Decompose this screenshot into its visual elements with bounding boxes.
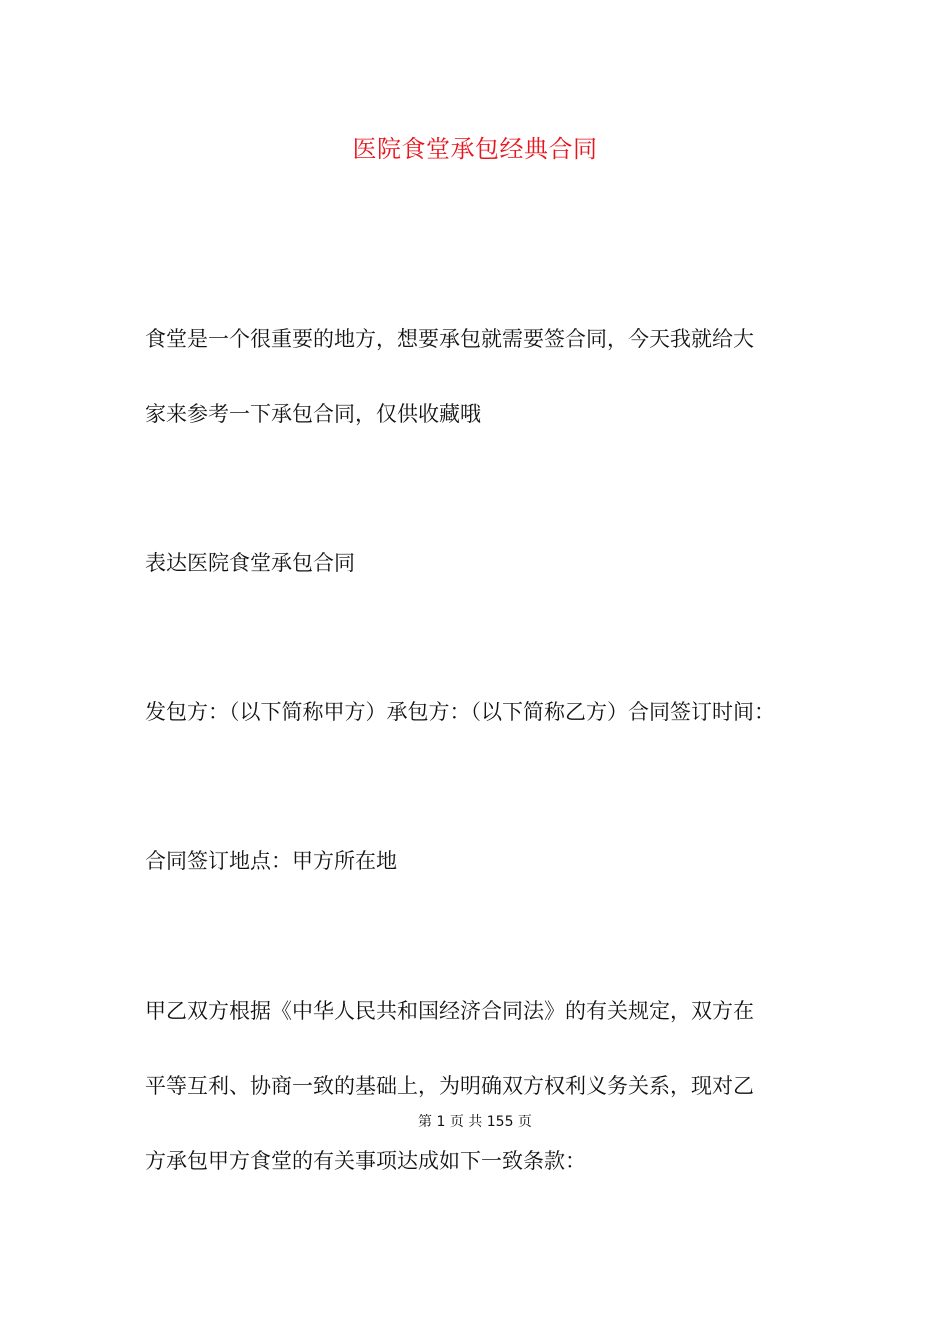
- intro-line-1: 食堂是一个很重要的地方，想要承包就需要签合同，今天我就给大: [145, 327, 754, 351]
- clause-line-2: 平等互利、协商一致的基础上，为明确双方权利义务关系，现对乙: [145, 1074, 754, 1098]
- parties-line: 发包方：（以下简称甲方）承包方：（以下简称乙方）合同签订时间：: [145, 700, 775, 724]
- page-number: 第 1 页 共 155 页: [418, 1114, 532, 1130]
- clause-line-1: 甲乙双方根据《中华人民共和国经济合同法》的有关规定，双方在: [145, 999, 754, 1023]
- document-title: 医院食堂承包经典合同: [352, 135, 598, 163]
- section-heading: 表达医院食堂承包合同: [145, 551, 355, 575]
- intro-line-2: 家来参考一下承包合同，仅供收藏哦: [145, 402, 481, 426]
- clause-line-3: 方承包甲方食堂的有关事项达成如下一致条款：: [145, 1149, 586, 1173]
- location-line: 合同签订地点：甲方所在地: [145, 849, 397, 873]
